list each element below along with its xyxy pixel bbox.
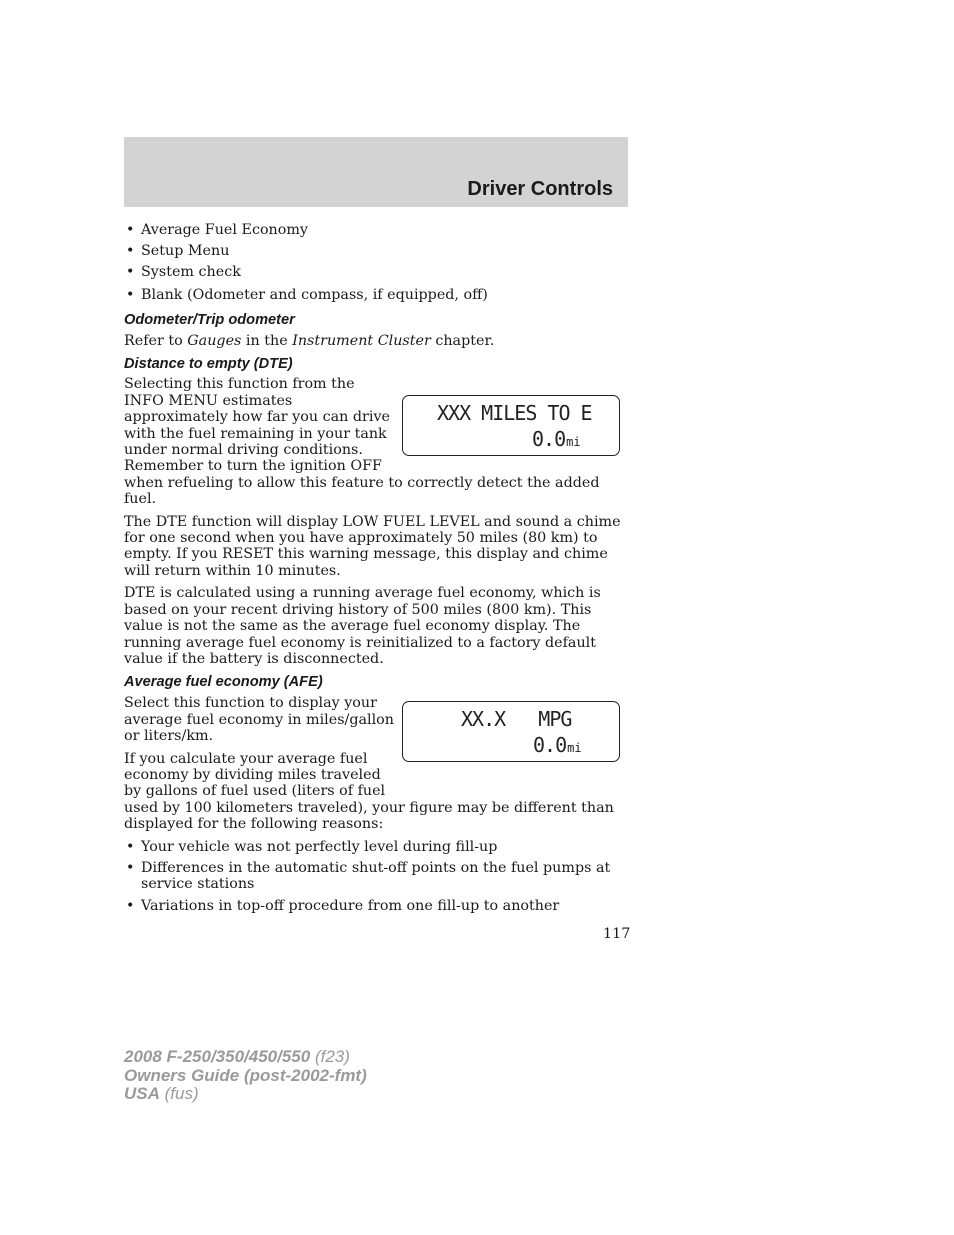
chapter-title: Driver Controls xyxy=(467,178,613,200)
dte-paragraph-2: The DTE function will display LOW FUEL LEVEL and sound a chime for one second when you have approximately 50 miles (80 km) to empty. If you RESET this warning message, this display and chime will return within 10 minutes. xyxy=(124,513,621,579)
list-item: • Differences in the automatic shut-off points on the fuel pumps at service stations xyxy=(124,860,628,893)
odometer-heading: Odometer/Trip odometer xyxy=(124,312,295,328)
list-item: • Variations in top-off procedure from one fill-up to another xyxy=(124,898,628,914)
afe-paragraph-2: If you calculate your average fuel economy by dividing miles traveled by gallons of fuel used (liters of fuel used by 100 kilometers traveled), your figure may be different than displayed for the following reasons: xyxy=(124,750,614,833)
list-item: • Blank (Odometer and compass, if equipped, off) xyxy=(124,285,628,306)
info-menu-list xyxy=(124,220,628,306)
dte-paragraph-3: DTE is calculated using a running average fuel economy, which is based on your recent driving history of 500 miles (800 km). This value is not the same as the average fuel economy display. The running average fuel economy is reinitialized to a factory default value if the battery is disconnected. xyxy=(124,585,601,667)
afe-display-line2: 0.0mi xyxy=(533,733,582,757)
dte-heading: Distance to empty (DTE) xyxy=(124,356,293,373)
list-item: • System check xyxy=(124,262,628,283)
afe-display-illustration xyxy=(402,701,620,762)
afe-heading: Average fuel economy (AFE) xyxy=(124,674,323,691)
afe-paragraph-1: Select this function to display your average fuel economy in miles/gallon or liters/km. xyxy=(124,695,395,745)
footer-publication-info: 2008 F-250/350/450/550 (f23) Owners Guide (post-2002-fmt) USA (fus) xyxy=(124,1047,367,1103)
page-content xyxy=(124,220,628,914)
odometer-text: Refer to Gauges in the Instrument Cluster chapter. xyxy=(124,333,495,349)
list-item: • Your vehicle was not perfectly level during fill-up xyxy=(124,839,628,855)
afe-reasons-list xyxy=(124,839,628,915)
dte-display-illustration xyxy=(402,395,620,456)
page-number: 117 xyxy=(603,926,631,942)
chapter-header-band xyxy=(124,137,628,207)
afe-display-line1: XX.X MPG xyxy=(461,707,572,731)
list-item: • Average Fuel Economy xyxy=(124,220,628,241)
dte-wrap-text: Selecting this function from the INFO MENU estimates approximately how far you can drive with the fuel remaining in your tank under normal driving conditions. Remember to turn the ignition OFF when refueling to allow this feature to correctly detect the added fuel. xyxy=(124,376,600,508)
dte-display-line1: XXX MILES TO E xyxy=(437,401,592,425)
list-item: • Setup Menu xyxy=(124,241,628,262)
dte-display-line2: 0.0mi xyxy=(532,427,581,451)
